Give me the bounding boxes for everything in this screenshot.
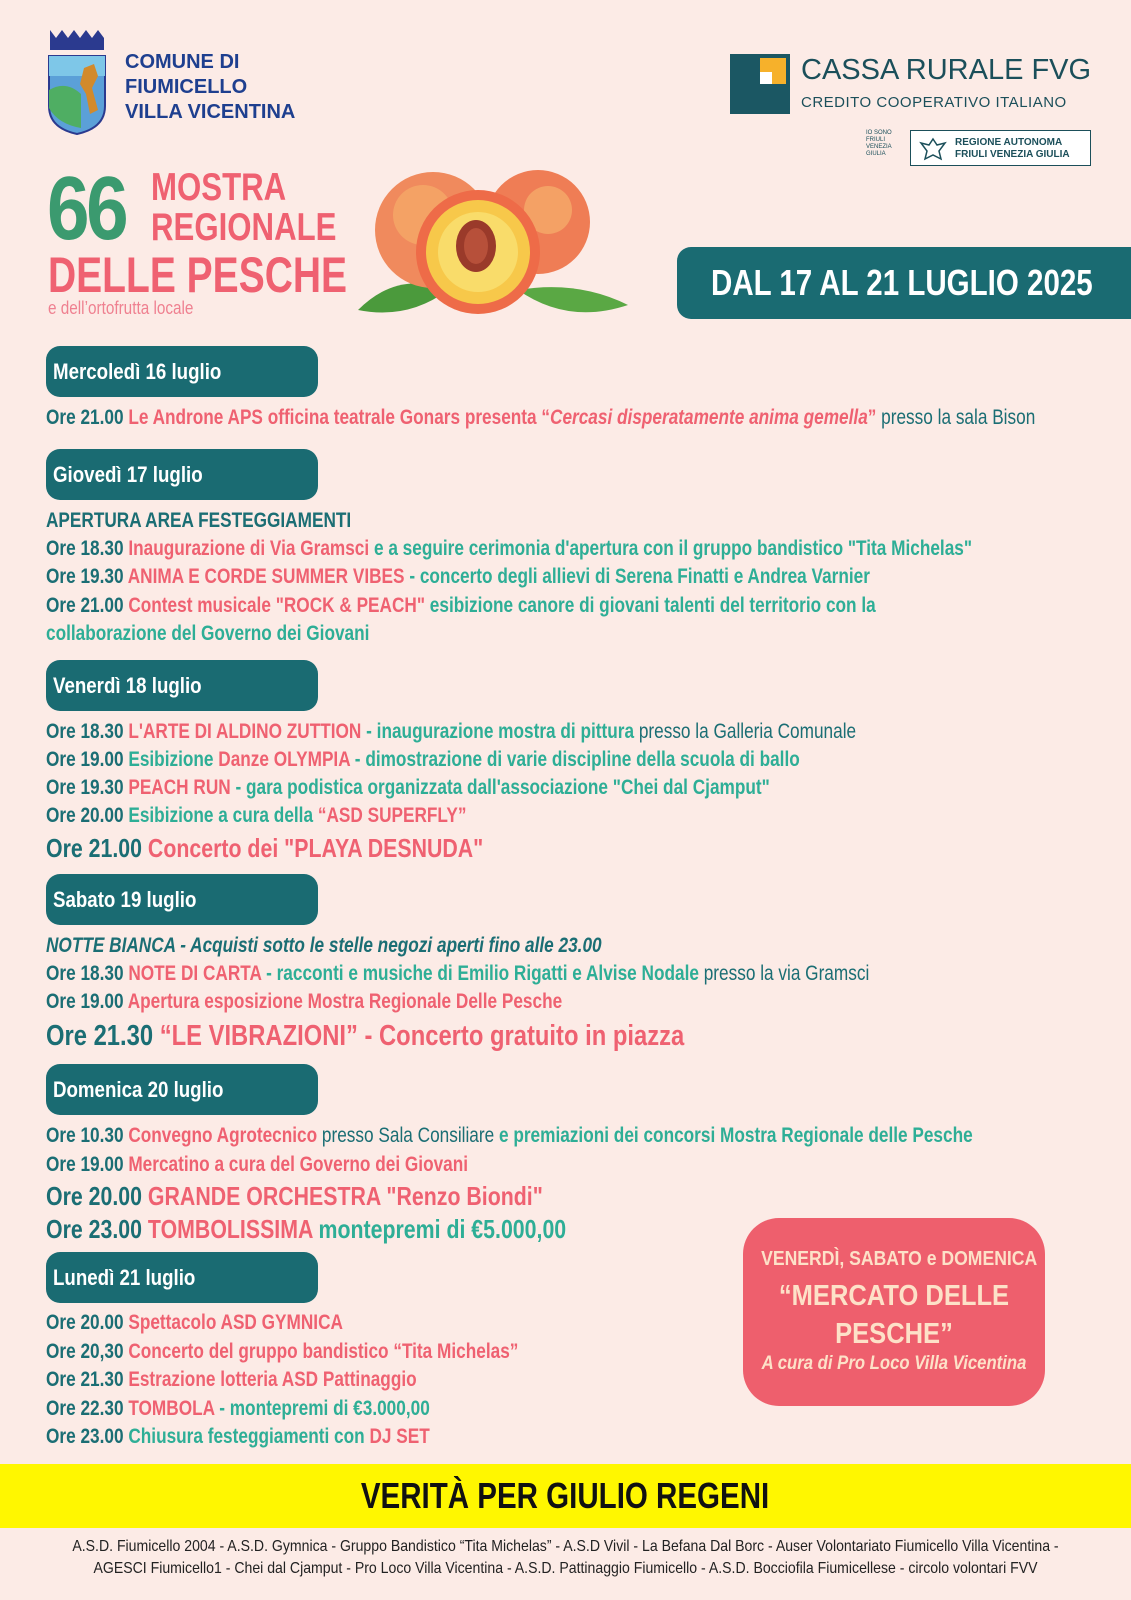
title-subtitle: e dell’ortofrutta locale — [48, 298, 194, 318]
event-line — [46, 592, 876, 620]
event-text-fragment: presso la via Gramsci — [698, 962, 870, 985]
event-text-fragment: Contest musicale "ROCK & PEACH" — [128, 594, 426, 617]
event-text-fragment: Mercatino a cura del Governo dei Giovani — [128, 1153, 469, 1176]
event-text-fragment: - montepremi di €3.000,00 — [214, 1397, 430, 1420]
event-text-fragment: Spettacolo ASD GYMNICA — [128, 1311, 343, 1334]
event-text-fragment: Estrazione lotteria ASD Pattinaggio — [128, 1368, 417, 1391]
event-text-fragment: Concerto dei "PLAYA DESNUDA" — [147, 833, 484, 863]
event-text-fragment: TOMBOLISSIMA — [147, 1214, 313, 1244]
event-text-fragment: “ASD SUPERFLY” — [317, 804, 467, 827]
day-header-sunday — [46, 1064, 318, 1115]
mercato-title-line-2: PESCHE” — [835, 1318, 953, 1350]
edition-number: 66 — [47, 159, 126, 259]
event-text-fragment: Inaugurazione di Via Gramsci — [128, 537, 370, 560]
sponsors-line-2: AGESCI Fiumicello1 - Chei dal Cjamput - Pro Loco Villa Vicentina - A.S.D. Pattinaggio Fiumicello - A.S.D. Bocciofila Fiumicellese - circolo volontari FVV — [93, 1560, 1038, 1577]
event-text-fragment: Ore 18.30 — [46, 537, 129, 560]
festival-dates: DAL 17 AL 21 LUGLIO 2025 — [711, 262, 1093, 303]
municipal-coat-of-arms-icon — [46, 28, 108, 136]
event-text-fragment: Ore 19.00 — [46, 1153, 129, 1176]
event-text-fragment: Ore 21.00 — [46, 406, 129, 429]
day-label: Giovedì 17 luglio — [53, 462, 203, 487]
event-text-fragment: Ore 21.00 — [46, 833, 148, 863]
event-text-fragment: ” — [867, 406, 877, 429]
event-line — [46, 718, 856, 746]
day-label: Domenica 20 luglio — [53, 1077, 224, 1102]
mercato-title-line-1: “MERCATO DELLE — [778, 1280, 1010, 1312]
day-header-thursday — [46, 449, 318, 500]
event-line — [46, 960, 869, 988]
event-text-fragment: - gara podistica organizzata dall'associazione "Chei dal Cjamput" — [230, 776, 770, 799]
event-text-fragment: - concerto degli allievi di Serena Finatti e Andrea Varnier — [404, 565, 870, 588]
event-line — [46, 535, 972, 563]
day-label: Venerdì 18 luglio — [53, 673, 202, 698]
event-text-fragment: Ore 19.30 — [46, 565, 128, 588]
event-line — [46, 1151, 468, 1179]
event-line — [46, 746, 800, 774]
regione-line-2: FRIULI VENEZIA GIULIA — [955, 149, 1070, 160]
day-header-saturday — [46, 874, 318, 925]
event-text-fragment: Convegno Agrotecnico — [128, 1124, 318, 1147]
day-header-monday — [46, 1252, 318, 1303]
day-label: Sabato 19 luglio — [53, 887, 197, 912]
event-text-fragment: presso la sala Bison — [876, 406, 1036, 429]
event-text-fragment: Esibizione — [128, 748, 219, 771]
eagle-icon — [919, 135, 947, 163]
festival-dates-banner — [677, 247, 1131, 319]
event-line — [46, 563, 870, 591]
event-text-fragment: montepremi di €5.000,00 — [312, 1214, 567, 1244]
comune-line-1: COMUNE DI — [125, 51, 240, 73]
mercato-days: VENERDÌ, SABATO e DOMENICA — [761, 1248, 1038, 1270]
opening-line: APERTURA AREA FESTEGGIAMENTI — [46, 509, 352, 532]
event-line — [46, 1423, 430, 1451]
comune-line-3: VILLA VICENTINA — [125, 101, 296, 123]
event-text-fragment: ANIMA E CORDE SUMMER VIBES — [127, 565, 405, 588]
day-label: Lunedì 21 luglio — [53, 1265, 196, 1290]
event-line — [46, 1395, 430, 1423]
bank-subtitle: CREDITO COOPERATIVO ITALIANO — [801, 94, 1067, 111]
event-text-fragment: Cercasi disperatamente anima gemella — [550, 406, 868, 429]
event-text-fragment: Ore 10.30 — [46, 1124, 129, 1147]
event-text-fragment: Apertura esposizione Mostra Regionale Delle Pesche — [127, 990, 563, 1013]
event-text-fragment: TOMBOLA — [128, 1397, 215, 1420]
event-line-highlight — [46, 1213, 566, 1245]
event-text-fragment: - racconti e musiche di Emilio Rigatti e Alvise Nodale — [261, 962, 699, 985]
mercato-credit: A cura di Pro Loco Villa Vicentina — [761, 1353, 1027, 1374]
mercato-title — [761, 1277, 1027, 1353]
bank-name: CASSA RURALE FVG — [801, 54, 1092, 86]
event-line — [46, 404, 1035, 432]
event-text-fragment: - inaugurazione mostra di pittura — [361, 720, 635, 743]
event-text-fragment: e premiazioni dei concorsi Mostra Regionale delle Pesche — [494, 1124, 973, 1147]
event-text-fragment: Ore 18.30 — [46, 720, 129, 743]
event-line-continued: collaborazione del Governo dei Giovani — [46, 622, 370, 645]
event-text-fragment: PEACH RUN — [128, 776, 231, 799]
event-text-fragment: e a seguire cerimonia d'apertura con il gruppo bandistico "Tita Michelas" — [369, 537, 973, 560]
event-line — [46, 1309, 343, 1337]
peaches-illustration-icon — [338, 160, 638, 340]
cassa-rurale-logo-icon — [730, 54, 790, 114]
title-line-1: MOSTRA — [151, 166, 287, 209]
event-text-fragment: DJ SET — [369, 1425, 430, 1448]
event-text-fragment: esibizione canore di giovani talenti del territorio con la — [425, 594, 876, 617]
event-line-highlight — [46, 1019, 684, 1053]
event-line — [46, 1338, 518, 1366]
event-line — [46, 774, 770, 802]
municipality-name — [125, 50, 295, 125]
day-header-wednesday — [46, 346, 318, 397]
event-text-fragment: Ore 21.30 — [46, 1020, 160, 1052]
event-text-fragment: Ore 22.30 — [46, 1397, 129, 1420]
event-text-fragment: Ore 20.00 — [46, 1311, 129, 1334]
event-text-fragment: Esibizione a cura della — [128, 804, 318, 827]
title-line-3: DELLE PESCHE — [48, 247, 348, 303]
event-text-fragment: Ore 20.00 — [46, 804, 129, 827]
event-text-fragment: L'ARTE DI ALDINO ZUTTION — [128, 720, 362, 743]
title-line-2: REGIONALE — [151, 206, 337, 249]
event-text-fragment: - dimostrazione di varie discipline della scuola di ballo — [350, 748, 800, 771]
event-line — [46, 988, 562, 1016]
event-line-highlight — [46, 832, 483, 864]
day-header-friday — [46, 660, 318, 711]
event-line-highlight — [46, 1180, 543, 1212]
day-label: Mercoledì 16 luglio — [53, 359, 222, 384]
event-line — [46, 802, 466, 830]
event-text-fragment: presso Sala Consiliare — [317, 1124, 495, 1147]
regione-fvg-logo — [910, 130, 1091, 166]
giulio-regeni-banner — [0, 1464, 1131, 1528]
event-text-fragment: presso la Galleria Comunale — [634, 720, 857, 743]
mercato-delle-pesche-box — [743, 1218, 1045, 1406]
event-text-fragment: Ore 20.00 — [46, 1181, 148, 1211]
event-text-fragment: Ore 23.00 — [46, 1214, 148, 1244]
comune-line-2: FIUMICELLO — [125, 76, 248, 98]
event-text-fragment: GRANDE ORCHESTRA "Renzo Biondi" — [147, 1181, 543, 1211]
event-line — [46, 1366, 417, 1394]
notte-bianca-line — [46, 932, 602, 960]
event-text-fragment: Ore 19.00 — [46, 990, 128, 1013]
sponsors-line-1: A.S.D. Fiumicello 2004 - A.S.D. Gymnica - Gruppo Bandistico “Tita Michelas” - A.S.D Vivil - La Befana Dal Borc - Auser Volontariato Fiumicello Villa Vicentina - — [72, 1538, 1059, 1555]
event-text-fragment: Ore 19.00 — [46, 748, 129, 771]
sponsors-list — [0, 1536, 1131, 1580]
io-sono-fvg-logo: IO SONO FRIULI VENEZIA GIULIA — [866, 130, 892, 157]
event-text-fragment: Ore 21.00 — [46, 594, 129, 617]
event-text-fragment: Ore 23.00 — [46, 1425, 129, 1448]
event-text-fragment: Ore 18.30 — [46, 962, 129, 985]
banner-text: VERITÀ PER GIULIO REGENI — [361, 1475, 770, 1516]
event-text-fragment: Danze OLYMPIA — [218, 748, 351, 771]
regione-line-1: REGIONE AUTONOMA — [955, 137, 1063, 148]
event-line — [46, 1122, 973, 1150]
event-text-fragment: NOTTE BIANCA — [46, 934, 176, 957]
event-text-fragment: Concerto del gruppo bandistico “Tita Michelas” — [128, 1340, 519, 1363]
event-text-fragment: NOTE DI CARTA — [128, 962, 262, 985]
event-text-fragment: “LE VIBRAZIONI” - Concerto gratuito in piazza — [159, 1020, 685, 1052]
event-text-fragment: Chiusura festeggiamenti con — [128, 1425, 370, 1448]
event-text-fragment: Le Androne APS officina teatrale Gonars presenta “ — [128, 406, 551, 429]
event-text-fragment: Ore 21.30 — [46, 1368, 129, 1391]
event-text-fragment: - Acquisti sotto le stelle negozi aperti fino alle 23.00 — [175, 934, 602, 957]
event-text-fragment: Ore 19.30 — [46, 776, 129, 799]
event-text-fragment: Ore 20,30 — [46, 1340, 129, 1363]
